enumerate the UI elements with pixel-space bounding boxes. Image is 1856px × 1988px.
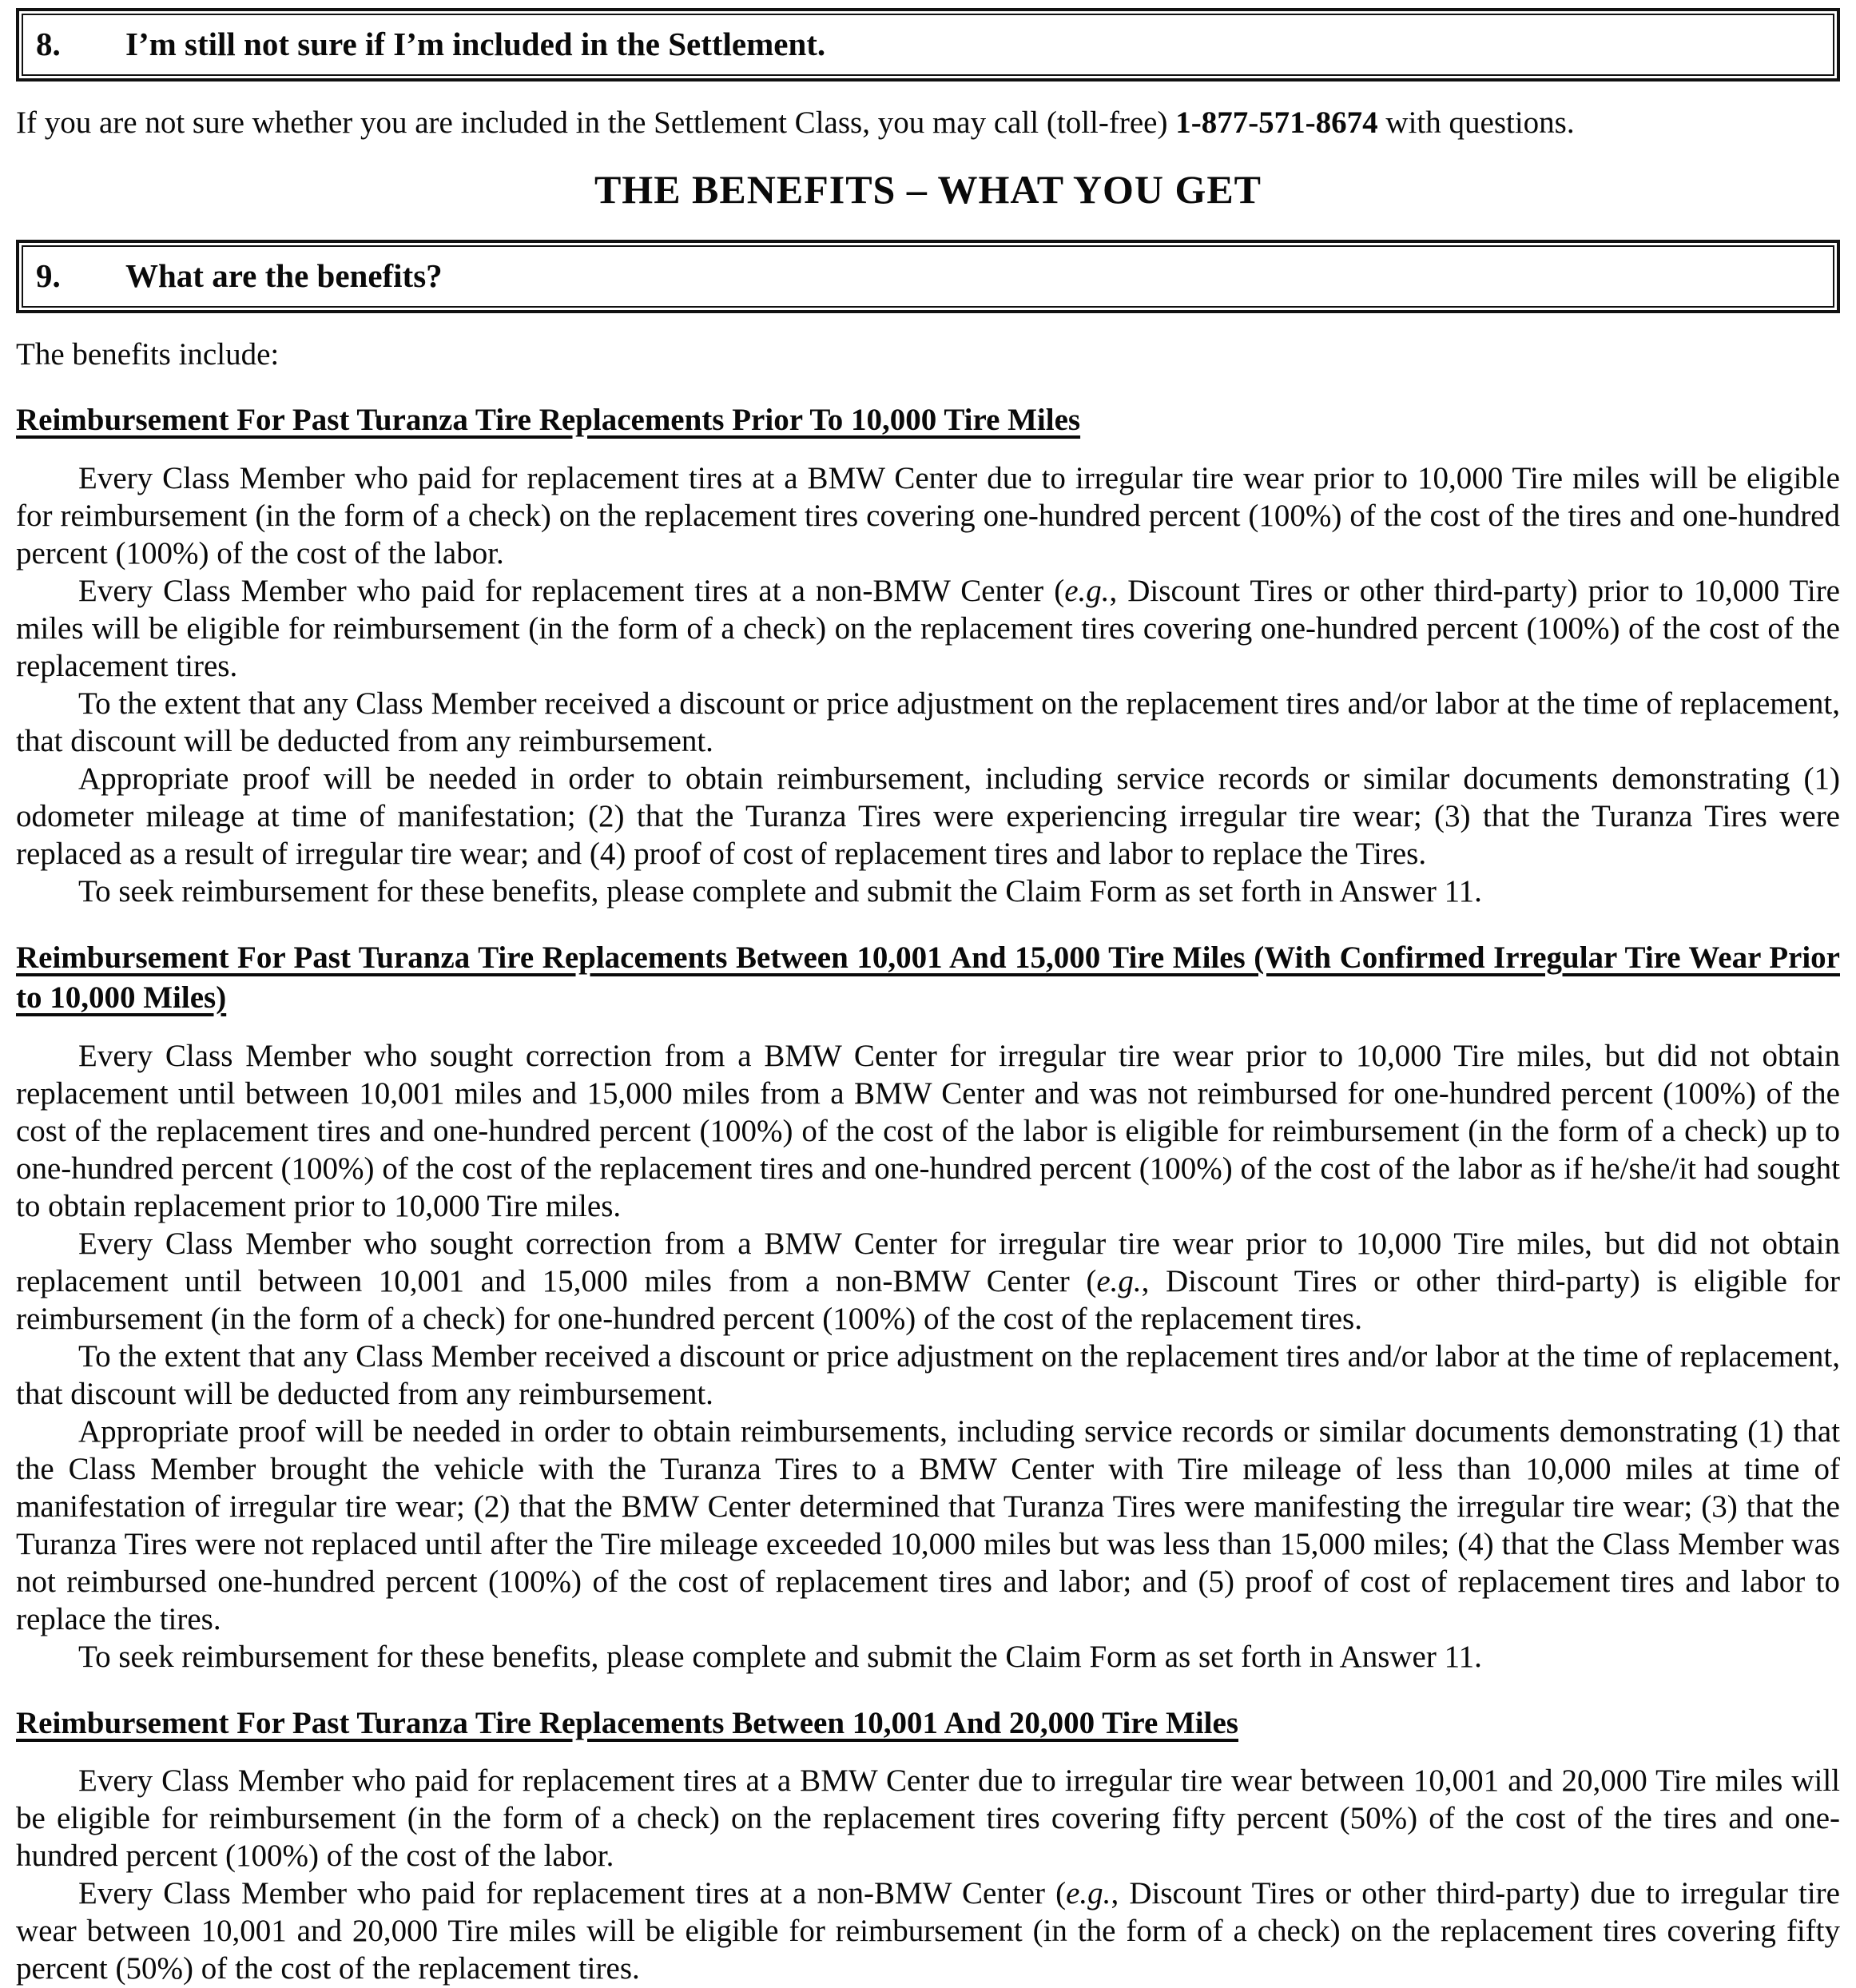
paragraph (16, 1875, 1840, 1988)
paragraph (16, 873, 1840, 911)
section-heading: Reimbursement For Past Turanza Tire Replacements Between 10,001 And 20,000 Tire Miles (16, 1705, 1238, 1740)
paragraph (16, 1338, 1840, 1413)
text-run: Every Class Member who paid for replacement tires at a non-BMW Center ( (78, 1876, 1067, 1911)
text-run: To seek reimbursement for these benefits, please complete and submit the Claim Form as set forth in Answer 11. (78, 873, 1482, 909)
text-run: If you are not sure whether you are included in the Settlement Class, you may call (toll-free) (16, 105, 1176, 140)
section-heading: Reimbursement For Past Turanza Tire Replacements Prior To 10,000 Tire Miles (16, 403, 1081, 438)
text-run: , Discount Tires or other third-party) prior to 10,000 Tire miles will be eligible for reimbursement (in the form of a check) on the replacement tires covering one-hundred percent (100%) of the cost of the replacement tires. (16, 573, 1840, 683)
paragraph (16, 686, 1840, 761)
section-body (16, 1038, 1840, 1676)
paragraph (16, 1038, 1840, 1226)
text-run: Every Class Member who sought correction from a BMW Center for irregular tire wear prior to 10,000 Tire miles, but did not obtain replacement until between 10,001 and 15,000 miles from a non-BMW Center ( (16, 1226, 1840, 1298)
benefits-intro: The benefits include: (16, 336, 280, 372)
paragraph (16, 1413, 1840, 1639)
italic-text-run: e.g. (1066, 1876, 1111, 1911)
text-run: Every Class Member who sought correction from a BMW Center for irregular tire wear prior to 10,000 Tire miles, but did not obtain replacement until between 10,001 miles and 15,000 miles from a BMW Center and was not reimbursed for one-hundred percent (100%) of the cost of the replacement tires and one-hundred percent (100%) of the cost of the labor is eligible for reimbursement (in the form of a check) up to one-hundred percent (100%) of the cost of the replacement tires and one-hundred percent (100%) of the cost of the labor as if he/she/it had sought to obtain replacement prior to 10,000 Tire miles. (16, 1039, 1840, 1223)
section-reimbursement-10001-20000 (16, 1704, 1840, 1988)
question-8-box-inner (22, 14, 1834, 76)
question-9-number: 9. (36, 256, 61, 294)
answer-8-paragraph (16, 104, 1840, 142)
paragraph (16, 1763, 1840, 1875)
paragraph (16, 1639, 1840, 1676)
text-run: To seek reimbursement for these benefits, please complete and submit the Claim Form as set forth in Answer 11. (78, 1639, 1482, 1674)
bold-text-run: 1-877-571-8674 (1175, 105, 1378, 140)
question-9-box-inner (22, 245, 1834, 308)
italic-text-run: e.g. (1096, 1263, 1142, 1298)
paragraph (16, 761, 1840, 873)
question-9-text: What are the benefits? (125, 256, 443, 294)
text-run: with questions. (1377, 105, 1575, 140)
question-8-number: 8. (36, 26, 61, 62)
question-8-box (16, 8, 1840, 82)
question-9-box (16, 240, 1840, 313)
text-run: Every Class Member who paid for replacement tires at a BMW Center due to irregular tire wear prior to 10,000 Tire miles will be eligible for reimbursement (in the form of a check) on the replacement tires covering one-hundred percent (100%) of the cost of the tires and one-hundred percent (100%) of the cost of the labor. (16, 460, 1840, 571)
section-heading: Reimbursement For Past Turanza Tire Replacements Between 10,001 And 15,000 Tire Miles (With Confirmed Irregular Tire Wear Prior to 10,000 Miles) (16, 940, 1840, 1016)
text-run: Every Class Member who paid for replacement tires at a BMW Center due to irregular tire wear between 10,001 and 20,000 Tire miles will be eligible for reimbursement (in the form of a check) on the replacement tires covering fifty percent (50%) of the cost of the tires and one-hundred percent (100%) of the cost of the labor. (16, 1763, 1840, 1874)
section-body (16, 1763, 1840, 1988)
text-run: Appropriate proof will be needed in order to obtain reimbursements, including service records or similar documents demonstrating (1) that the Class Member brought the vehicle with the Turanza Tires to a BMW Center with Tire mileage of less than 10,000 miles at time of manifestation of irregular tire wear; (2) that the BMW Center determined that Turanza Tires were manifesting the irregular tire wear; (3) that the Turanza Tires were not replaced until after the Tire mileage exceeded 10,000 miles but was less than 15,000 miles; (4) that the Class Member was not reimbursed one-hundred percent (100%) of the cost of replacement tires and labor; and (5) proof of cost of replacement tires and labor to replace the tires. (16, 1413, 1840, 1636)
paragraph (16, 573, 1840, 686)
section-reimbursement-prior-10000 (16, 400, 1840, 911)
paragraph (16, 460, 1840, 573)
text-run: To the extent that any Class Member received a discount or price adjustment on the replacement tires and/or labor at the time of replacement, that discount will be deducted from any reimbursement. (16, 686, 1840, 758)
benefits-main-heading: THE BENEFITS – WHAT YOU GET (594, 166, 1262, 212)
text-run: To the extent that any Class Member received a discount or price adjustment on the replacement tires and/or labor at the time of replacement, that discount will be deducted from any reimbursement. (16, 1338, 1840, 1411)
text-run: , Discount Tires or other third-party) due to irregular tire wear between 10,001 and 20,000 Tire miles will be eligible for reimbursement (in the form of a check) on the replacement tires covering fifty percent (50%) of the cost of the replacement tires. (16, 1876, 1840, 1986)
section-body (16, 460, 1840, 911)
text-run: , Discount Tires or other third-party) is eligible for reimbursement (in the form of a check) for one-hundred percent (100%) of the cost of the replacement tires. (16, 1263, 1840, 1336)
text-run: Appropriate proof will be needed in order to obtain reimbursement, including service records or similar documents demonstrating (1) odometer mileage at time of manifestation; (2) that the Turanza Tires were experiencing irregular tire wear; (3) that the Turanza Tires were replaced as a result of irregular tire wear; and (4) proof of cost of replacement tires and labor to replace the Tires. (16, 761, 1840, 871)
section-reimbursement-10001-15000 (16, 938, 1840, 1676)
italic-text-run: e.g. (1064, 573, 1110, 608)
text-run: Every Class Member who paid for replacement tires at a non-BMW Center ( (78, 573, 1065, 608)
paragraph (16, 1226, 1840, 1338)
question-8-text: I’m still not sure if I’m included in the Settlement. (125, 26, 826, 62)
